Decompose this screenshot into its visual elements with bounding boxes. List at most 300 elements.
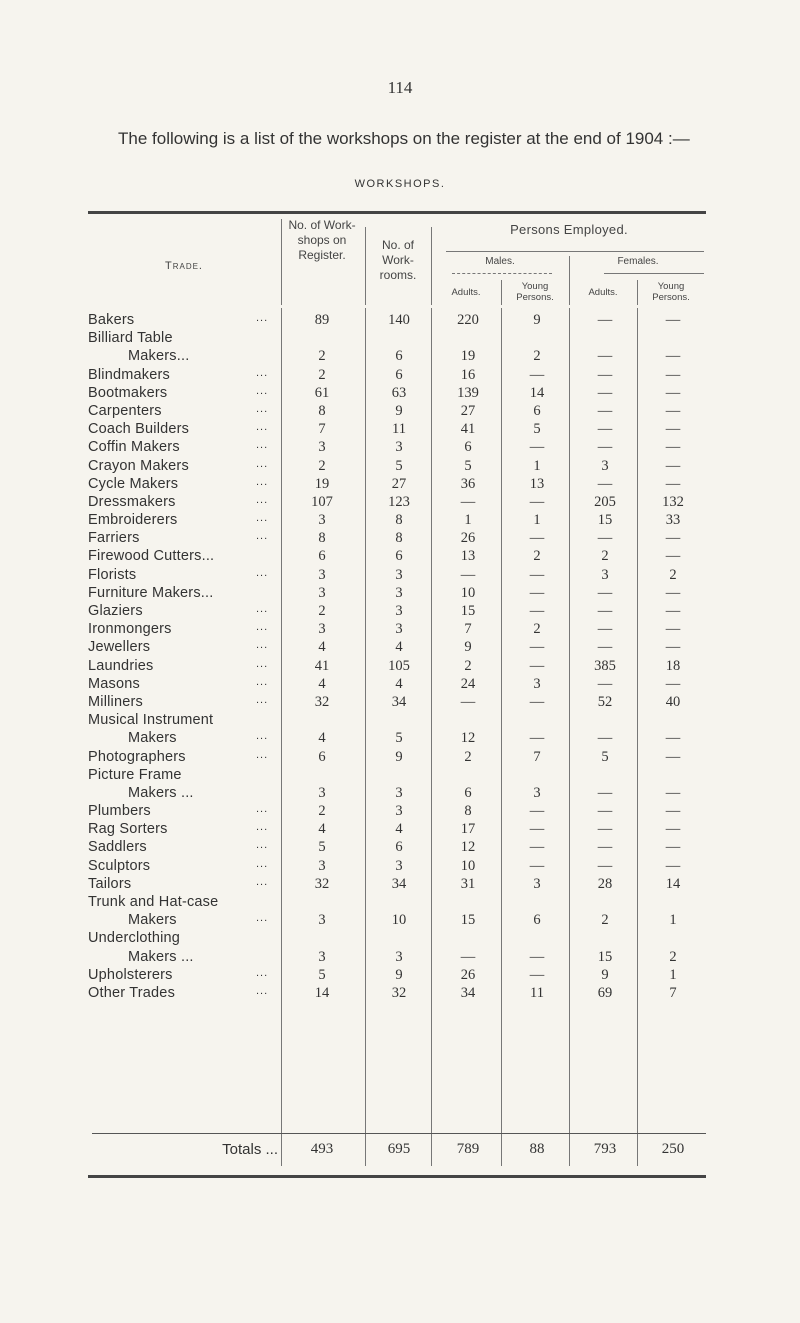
cell-male-young: — — [529, 803, 545, 820]
cell-workshops: 14 — [314, 984, 330, 1001]
cell-female-adults: 385 — [594, 657, 616, 674]
leader-dots: ... — [256, 366, 269, 379]
cell-male-young: 2 — [533, 548, 541, 565]
cell-male-adults: 220 — [457, 312, 479, 328]
table-row — [88, 876, 706, 894]
cell-female-young: — — [665, 675, 681, 692]
cell-workrooms: 6 — [395, 366, 403, 383]
table-row — [88, 367, 706, 385]
table-row — [88, 348, 706, 366]
cell-workrooms: 5 — [395, 457, 403, 474]
leader-dots: ... — [256, 639, 269, 652]
cell-female-young: — — [665, 584, 681, 601]
cell-workrooms: 3 — [395, 621, 403, 638]
totals-label: Totals ... — [222, 1141, 278, 1158]
leader-dots: ... — [256, 384, 269, 397]
cell-male-adults: 5 — [464, 457, 472, 474]
trade-name: Tailors — [88, 875, 132, 892]
trade-name: Furniture Makers... — [88, 584, 214, 601]
trade-name: Makers ... — [128, 948, 194, 965]
trade-name: Glaziers — [88, 603, 143, 619]
cell-female-young: — — [665, 857, 681, 874]
cell-workrooms: 6 — [395, 839, 403, 856]
trade-name: Carpenters — [88, 402, 162, 419]
cell-female-adults: 5 — [601, 748, 609, 765]
trade-name: Farriers — [88, 530, 140, 547]
trade-name: Laundries — [88, 657, 154, 674]
cell-female-young: — — [665, 730, 681, 747]
cell-male-adults: 13 — [460, 548, 476, 565]
cell-male-young: — — [529, 530, 545, 547]
cell-workshops: 5 — [318, 839, 326, 856]
header-workshops-on-register: No. of Work- shops on Register. — [288, 218, 356, 262]
cell-male-young: 3 — [533, 875, 541, 892]
cell-female-young: — — [665, 348, 681, 365]
trade-name: Billiard Table — [88, 330, 173, 347]
cell-workrooms: 4 — [395, 639, 403, 656]
header-females: Females. — [617, 256, 659, 267]
cell-male-young: — — [529, 566, 545, 583]
cell-female-adults: 3 — [601, 566, 609, 583]
cell-workrooms: 32 — [391, 984, 407, 1001]
cell-female-adults: — — [597, 639, 613, 656]
total-male-young: 88 — [529, 1141, 545, 1157]
cell-workshops: 32 — [314, 693, 330, 710]
cell-female-adults: — — [597, 621, 613, 638]
cell-workrooms: 3 — [395, 439, 403, 456]
header-divider — [452, 273, 552, 274]
header-divider — [446, 251, 704, 252]
cell-workshops: 7 — [318, 421, 326, 438]
cell-workrooms: 11 — [392, 421, 406, 438]
table-row — [88, 676, 706, 694]
leader-dots: ... — [256, 748, 269, 761]
cell-male-adults: 15 — [460, 603, 476, 619]
cell-female-adults: — — [597, 439, 613, 456]
cell-male-young: 6 — [533, 402, 541, 419]
cell-workrooms: 140 — [388, 312, 410, 328]
table-body — [88, 312, 706, 1003]
cell-workshops: 3 — [318, 948, 326, 965]
cell-male-young: 13 — [529, 475, 545, 492]
cell-workshops: 3 — [318, 857, 326, 874]
header-male-young-persons: Young Persons. — [516, 281, 554, 303]
cell-female-adults: — — [597, 730, 613, 747]
leader-dots: ... — [256, 402, 269, 415]
cell-female-adults: 2 — [601, 912, 609, 929]
trade-name: Bootmakers — [88, 384, 168, 401]
cell-male-young: 9 — [533, 312, 541, 328]
header-trade: Trade. — [164, 260, 203, 272]
cell-female-young: 1 — [669, 966, 677, 983]
leader-dots: ... — [256, 984, 269, 997]
cell-male-adults: 41 — [460, 421, 476, 438]
cell-male-young: — — [529, 657, 545, 674]
header-female-young-persons: Young Persons. — [652, 281, 690, 303]
leader-dots: ... — [256, 439, 269, 452]
intro-paragraph: The following is a list of the workshops on the register at the end of 1904 :— — [118, 129, 690, 148]
table-row — [88, 385, 706, 403]
cell-workrooms: 9 — [395, 966, 403, 983]
cell-workrooms: 3 — [395, 948, 403, 965]
cell-male-young: — — [529, 821, 545, 838]
cell-male-adults: — — [460, 566, 476, 583]
trade-name: Other Trades — [88, 984, 176, 1001]
cell-male-adults: 31 — [460, 875, 476, 892]
cell-workrooms: 3 — [395, 803, 403, 820]
table-row — [88, 749, 706, 767]
trade-name: Blindmakers — [88, 366, 170, 383]
cell-workshops: 3 — [318, 566, 326, 583]
trade-name: Rag Sorters — [88, 821, 168, 838]
cell-male-adults: 2 — [464, 657, 472, 674]
cell-female-adults: — — [597, 348, 613, 365]
cell-female-young: 18 — [665, 657, 681, 674]
cell-male-adults: 15 — [460, 912, 476, 929]
cell-female-young: — — [665, 366, 681, 383]
cell-workshops: 6 — [318, 548, 326, 565]
cell-male-young: — — [529, 839, 545, 856]
table-row — [88, 421, 706, 439]
table-row — [88, 330, 706, 348]
table-row — [88, 458, 706, 476]
cell-female-adults: — — [597, 784, 613, 801]
leader-dots: ... — [256, 803, 269, 816]
cell-female-young: — — [665, 312, 681, 328]
table-row — [88, 694, 706, 712]
cell-female-young: 132 — [662, 493, 684, 510]
leader-dots: ... — [256, 966, 269, 979]
cell-workrooms: 27 — [391, 475, 407, 492]
cell-workrooms: 9 — [395, 748, 403, 765]
leader-dots: ... — [256, 530, 269, 543]
cell-male-adults: 34 — [460, 984, 476, 1001]
cell-male-adults: 19 — [460, 348, 476, 365]
table-row — [88, 512, 706, 530]
cell-workshops: 4 — [318, 821, 326, 838]
leader-dots: ... — [256, 821, 269, 834]
cell-workshops: 2 — [318, 603, 326, 619]
cell-workshops: 3 — [318, 621, 326, 638]
cell-female-adults: — — [597, 402, 613, 419]
cell-female-adults: 3 — [601, 457, 609, 474]
cell-female-adults: 15 — [597, 512, 613, 529]
trade-name: Jewellers — [88, 639, 151, 656]
table-row — [88, 312, 706, 330]
cell-male-adults: 12 — [460, 839, 476, 856]
leader-dots: ... — [256, 312, 269, 324]
cell-male-adults: 139 — [457, 384, 479, 401]
table-row — [88, 548, 706, 566]
cell-workshops: 6 — [318, 748, 326, 765]
trade-name: Embroiderers — [88, 512, 178, 529]
cell-male-young: 2 — [533, 621, 541, 638]
leader-dots: ... — [256, 475, 269, 488]
cell-workshops: 5 — [318, 966, 326, 983]
trade-name: Crayon Makers — [88, 457, 189, 474]
leader-dots: ... — [256, 857, 269, 870]
leader-dots: ... — [256, 657, 269, 670]
trade-name: Plumbers — [88, 803, 151, 820]
trade-name: Underclothing — [88, 930, 181, 947]
trade-name: Firewood Cutters... — [88, 548, 215, 565]
cell-male-young: — — [529, 966, 545, 983]
cell-female-young: — — [665, 621, 681, 638]
cell-workshops: 4 — [318, 639, 326, 656]
cell-female-young: — — [665, 639, 681, 656]
cell-workshops: 2 — [318, 366, 326, 383]
cell-male-adults: 26 — [460, 530, 476, 547]
cell-male-adults: 7 — [464, 621, 472, 638]
trade-name: Masons — [88, 675, 140, 692]
totals-row — [88, 1141, 706, 1165]
header-workrooms: No. of Work- rooms. — [379, 238, 417, 282]
cell-male-adults: 27 — [460, 402, 476, 419]
table-row — [88, 494, 706, 512]
cell-workrooms: 5 — [395, 730, 403, 747]
table-row — [88, 785, 706, 803]
cell-male-adults: — — [460, 948, 476, 965]
cell-male-young: 11 — [530, 984, 544, 1001]
cell-female-young: — — [665, 839, 681, 856]
cell-female-adults: — — [597, 366, 613, 383]
leader-dots: ... — [256, 912, 269, 925]
cell-workshops: 4 — [318, 730, 326, 747]
trade-name: Saddlers — [88, 839, 147, 856]
table-bottom-rule — [88, 1175, 706, 1178]
trade-name: Makers — [128, 730, 177, 747]
leader-dots: ... — [256, 675, 269, 688]
leader-dots: ... — [256, 693, 269, 706]
leader-dots: ... — [256, 421, 269, 434]
table-row — [88, 639, 706, 657]
cell-male-young: 7 — [533, 748, 541, 765]
cell-workrooms: 8 — [395, 512, 403, 529]
leader-dots: ... — [256, 730, 269, 743]
table-row — [88, 439, 706, 457]
cell-workrooms: 3 — [395, 603, 403, 619]
cell-workrooms: 63 — [391, 384, 407, 401]
trade-name: Dressmakers — [88, 493, 176, 510]
cell-workshops: 4 — [318, 675, 326, 692]
cell-female-adults: — — [597, 675, 613, 692]
cell-male-adults: 10 — [460, 857, 476, 874]
cell-female-young: — — [665, 402, 681, 419]
totals-rule — [92, 1133, 706, 1134]
cell-female-adults: 69 — [597, 984, 613, 1001]
cell-female-young: 1 — [669, 912, 677, 929]
table-row — [88, 585, 706, 603]
cell-female-adults: — — [597, 857, 613, 874]
trade-name: Coach Builders — [88, 421, 190, 438]
cell-male-adults: 6 — [464, 784, 472, 801]
cell-workrooms: 10 — [391, 912, 407, 929]
cell-male-adults: 36 — [460, 475, 476, 492]
cell-workrooms: 6 — [395, 348, 403, 365]
cell-workshops: 3 — [318, 439, 326, 456]
cell-male-young: — — [529, 493, 545, 510]
cell-male-adults: 16 — [460, 366, 476, 383]
leader-dots: ... — [256, 457, 269, 470]
cell-male-young: — — [529, 584, 545, 601]
trade-name: Musical Instrument — [88, 712, 214, 729]
cell-workshops: 107 — [311, 493, 333, 510]
cell-workrooms: 3 — [395, 857, 403, 874]
trade-name: Trunk and Hat-case — [88, 894, 219, 910]
leader-dots: ... — [256, 603, 269, 615]
trade-name: Picture Frame — [88, 766, 182, 783]
cell-workshops: 3 — [318, 912, 326, 929]
cell-female-adults: — — [597, 821, 613, 838]
total-female-adults: 793 — [593, 1141, 617, 1157]
cell-male-adults: 17 — [460, 821, 476, 838]
cell-workrooms: 9 — [395, 402, 403, 419]
cell-female-adults: — — [597, 839, 613, 856]
cell-female-adults: — — [597, 803, 613, 820]
cell-female-young: — — [665, 457, 681, 474]
cell-workrooms: 105 — [388, 657, 410, 674]
cell-workshops: 8 — [318, 530, 326, 547]
cell-female-young: — — [665, 384, 681, 401]
table-row — [88, 967, 706, 985]
header-female-adults: Adults. — [588, 287, 618, 298]
cell-male-adults: 10 — [460, 584, 476, 601]
leader-dots: ... — [256, 566, 269, 579]
table-row — [88, 912, 706, 930]
cell-female-young: — — [665, 603, 681, 619]
trade-name: Makers... — [128, 348, 190, 365]
table-row — [88, 930, 706, 948]
cell-male-adults: — — [460, 493, 476, 510]
cell-workrooms: 4 — [395, 675, 403, 692]
cell-female-adults: 28 — [597, 875, 613, 892]
cell-male-young: 14 — [529, 384, 545, 401]
cell-workrooms: 3 — [395, 784, 403, 801]
cell-workrooms: 34 — [391, 875, 407, 892]
trade-name: Ironmongers — [88, 621, 172, 638]
cell-female-young: 14 — [665, 875, 681, 892]
cell-female-adults: — — [597, 384, 613, 401]
cell-male-adults: 24 — [460, 675, 476, 692]
cell-workrooms: 123 — [388, 493, 410, 510]
cell-male-young: — — [529, 857, 545, 874]
cell-male-young: — — [529, 639, 545, 656]
leader-dots: ... — [256, 512, 269, 525]
cell-female-adults: — — [597, 475, 613, 492]
cell-female-young: 2 — [669, 948, 677, 965]
cell-male-young: — — [529, 439, 545, 456]
cell-male-young: 3 — [533, 784, 541, 801]
cell-male-young: 1 — [533, 512, 541, 529]
table-row — [88, 803, 706, 821]
leader-dots: ... — [256, 839, 269, 852]
cell-male-young: — — [529, 948, 545, 965]
table-row — [88, 403, 706, 421]
cell-female-adults: — — [597, 312, 613, 328]
cell-male-young: — — [529, 366, 545, 383]
cell-female-adults: 15 — [597, 948, 613, 965]
cell-workrooms: 34 — [391, 693, 407, 710]
table-row — [88, 658, 706, 676]
table-row — [88, 821, 706, 839]
cell-female-young: — — [665, 548, 681, 565]
cell-female-young: 7 — [669, 984, 677, 1001]
cell-female-adults: 9 — [601, 966, 609, 983]
cell-workshops: 2 — [318, 457, 326, 474]
header-divider — [604, 273, 704, 274]
table-row — [88, 712, 706, 730]
cell-workshops: 61 — [314, 384, 330, 401]
cell-female-adults: 52 — [597, 693, 613, 710]
table-row — [88, 894, 706, 912]
cell-female-young: — — [665, 784, 681, 801]
cell-female-young: 2 — [669, 566, 677, 583]
table-top-rule — [88, 211, 706, 214]
cell-male-young: — — [529, 603, 545, 619]
cell-male-young: 5 — [533, 421, 541, 438]
cell-female-young: — — [665, 421, 681, 438]
cell-workshops: 2 — [318, 803, 326, 820]
cell-female-adults: — — [597, 603, 613, 619]
trade-name: Photographers — [88, 748, 186, 765]
trade-name: Florists — [88, 566, 137, 583]
cell-female-adults: — — [597, 421, 613, 438]
cell-female-adults: 205 — [594, 493, 616, 510]
cell-female-young: 33 — [665, 512, 681, 529]
total-workrooms: 695 — [387, 1141, 411, 1157]
cell-female-young: — — [665, 530, 681, 547]
table-row — [88, 949, 706, 967]
cell-workshops: 2 — [318, 348, 326, 365]
trade-name: Upholsterers — [88, 966, 173, 983]
cell-female-young: — — [665, 803, 681, 820]
table-row — [88, 839, 706, 857]
total-workshops: 493 — [310, 1141, 334, 1157]
cell-workrooms: 3 — [395, 566, 403, 583]
cell-workshops: 32 — [314, 875, 330, 892]
cell-male-young: 3 — [533, 675, 541, 692]
cell-male-adults: 12 — [460, 730, 476, 747]
header-persons-employed: Persons Employed. — [510, 222, 628, 237]
cell-workshops: 8 — [318, 402, 326, 419]
cell-male-adults: 9 — [464, 639, 472, 656]
cell-female-adults: — — [597, 530, 613, 547]
cell-male-young: 6 — [533, 912, 541, 929]
cell-workshops: 3 — [318, 784, 326, 801]
cell-workrooms: 3 — [395, 584, 403, 601]
cell-female-young: 40 — [665, 693, 681, 710]
table-row — [88, 858, 706, 876]
cell-male-young: — — [529, 730, 545, 747]
cell-male-adults: 6 — [464, 439, 472, 456]
header-male-adults: Adults. — [451, 287, 481, 298]
trade-name: Milliners — [88, 693, 143, 710]
cell-male-young: — — [529, 693, 545, 710]
cell-male-adults: 1 — [464, 512, 472, 529]
table-row — [88, 985, 706, 1003]
table-heading: WORKSHOPS. — [354, 178, 446, 190]
cell-female-young: — — [665, 475, 681, 492]
leader-dots: ... — [256, 493, 269, 506]
cell-workshops: 89 — [314, 312, 330, 328]
cell-female-young: — — [665, 821, 681, 838]
trade-name: Bakers — [88, 312, 135, 328]
cell-workshops: 3 — [318, 512, 326, 529]
cell-male-adults: 2 — [464, 748, 472, 765]
cell-workshops: 41 — [314, 657, 330, 674]
table-row — [88, 476, 706, 494]
cell-female-adults: — — [597, 584, 613, 601]
